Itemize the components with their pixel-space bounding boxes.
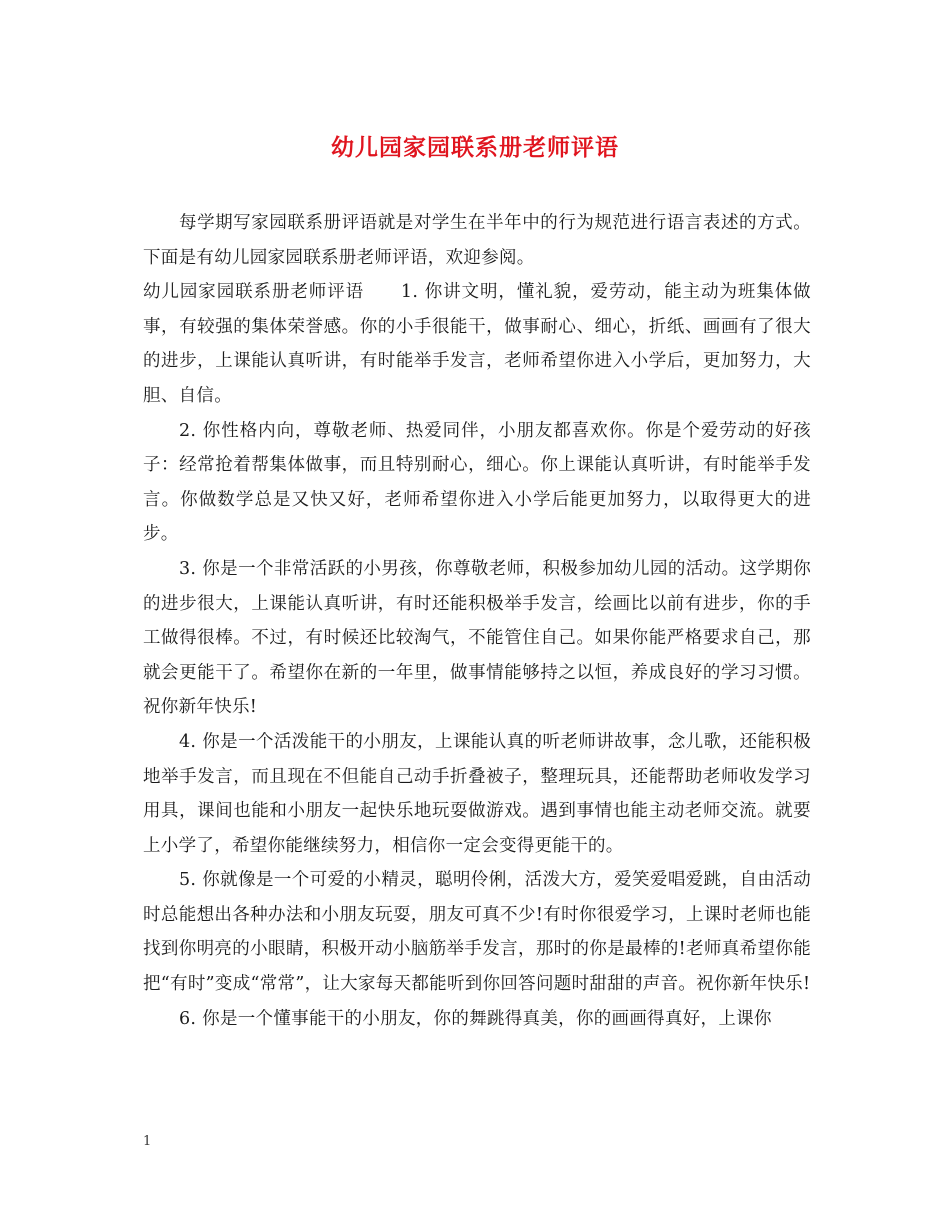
paragraph-item-3: 3. 你是一个非常活跃的小男孩，你尊敬老师，积极参加幼儿园的活动。这学期你的进步很大，上课能认真听讲，有时还能积极举手发言，绘画比以前有进步，你的手工做得很棒。不过，有时候还比较淘气，不能管住自己。如果你能严格要求自己，那就会更能干了。希望你在新的一年里，做事情能够持之以恒，养成良好的学习习惯。祝你新年快乐! bbox=[143, 558, 811, 718]
paragraph-item-6: 6. 你是一个懂事能干的小朋友，你的舞跳得真美，你的画画得真好，上课你 bbox=[179, 1008, 772, 1029]
paragraph-item-2: 2. 你性格内向，尊敬老师、热爱同伴，小朋友都喜欢你。你是个爱劳动的好孩子：经常抢着帮集体做事，而且特别耐心，细心。你上课能认真听讲，有时能举手发言。你做数学总是又快又好，老师希望你进入小学后能更加努力，以取得更大的进步。 bbox=[143, 420, 811, 545]
paragraph-item-5: 5. 你就像是一个可爱的小精灵，聪明伶俐，活泼大方，爱笑爱唱爱跳，自由活动时总能想出各种办法和小朋友玩耍，朋友可真不少!有时你很爱学习，上课时老师也能找到你明亮的小眼睛，积极开动小脑筋举手发言，那时的你是最棒的!老师真希望你能把“有时”变成“常常”，让大家每天都能听到你回答问题时甜甜的声音。祝你新年快乐! bbox=[143, 870, 811, 995]
paragraph-intro: 每学期写家园联系册评语就是对学生在半年中的行为规范进行语言表述的方式。下面是有幼儿园家园联系册老师评语，欢迎参阅。 bbox=[143, 213, 811, 268]
page-number: 1 bbox=[143, 1134, 152, 1149]
document-title: 幼儿园家园联系册老师评语 bbox=[331, 134, 619, 161]
paragraph-item-4: 4. 你是一个活泼能干的小朋友，上课能认真的听老师讲故事，念儿歌，还能积极地举手发言，而且现在不但能自己动手折叠被子，整理玩具，还能帮助老师收发学习用具，课间也能和小朋友一起快乐地玩耍做游戏。遇到事情也能主动老师交流。就要上小学了，希望你能继续努力，相信你一定会变得更能干的。 bbox=[143, 731, 811, 856]
document-body bbox=[143, 206, 811, 1036]
paragraph-item-1: 幼儿园家园联系册老师评语 1. 你讲文明，懂礼貌，爱劳动，能主动为班集体做事，有较强的集体荣誉感。你的小手很能干，做事耐心、细心，折纸、画画有了很大的进步，上课能认真听讲，有时能举手发言，老师希望你进入小学后，更加努力，大胆、自信。 bbox=[143, 282, 811, 406]
